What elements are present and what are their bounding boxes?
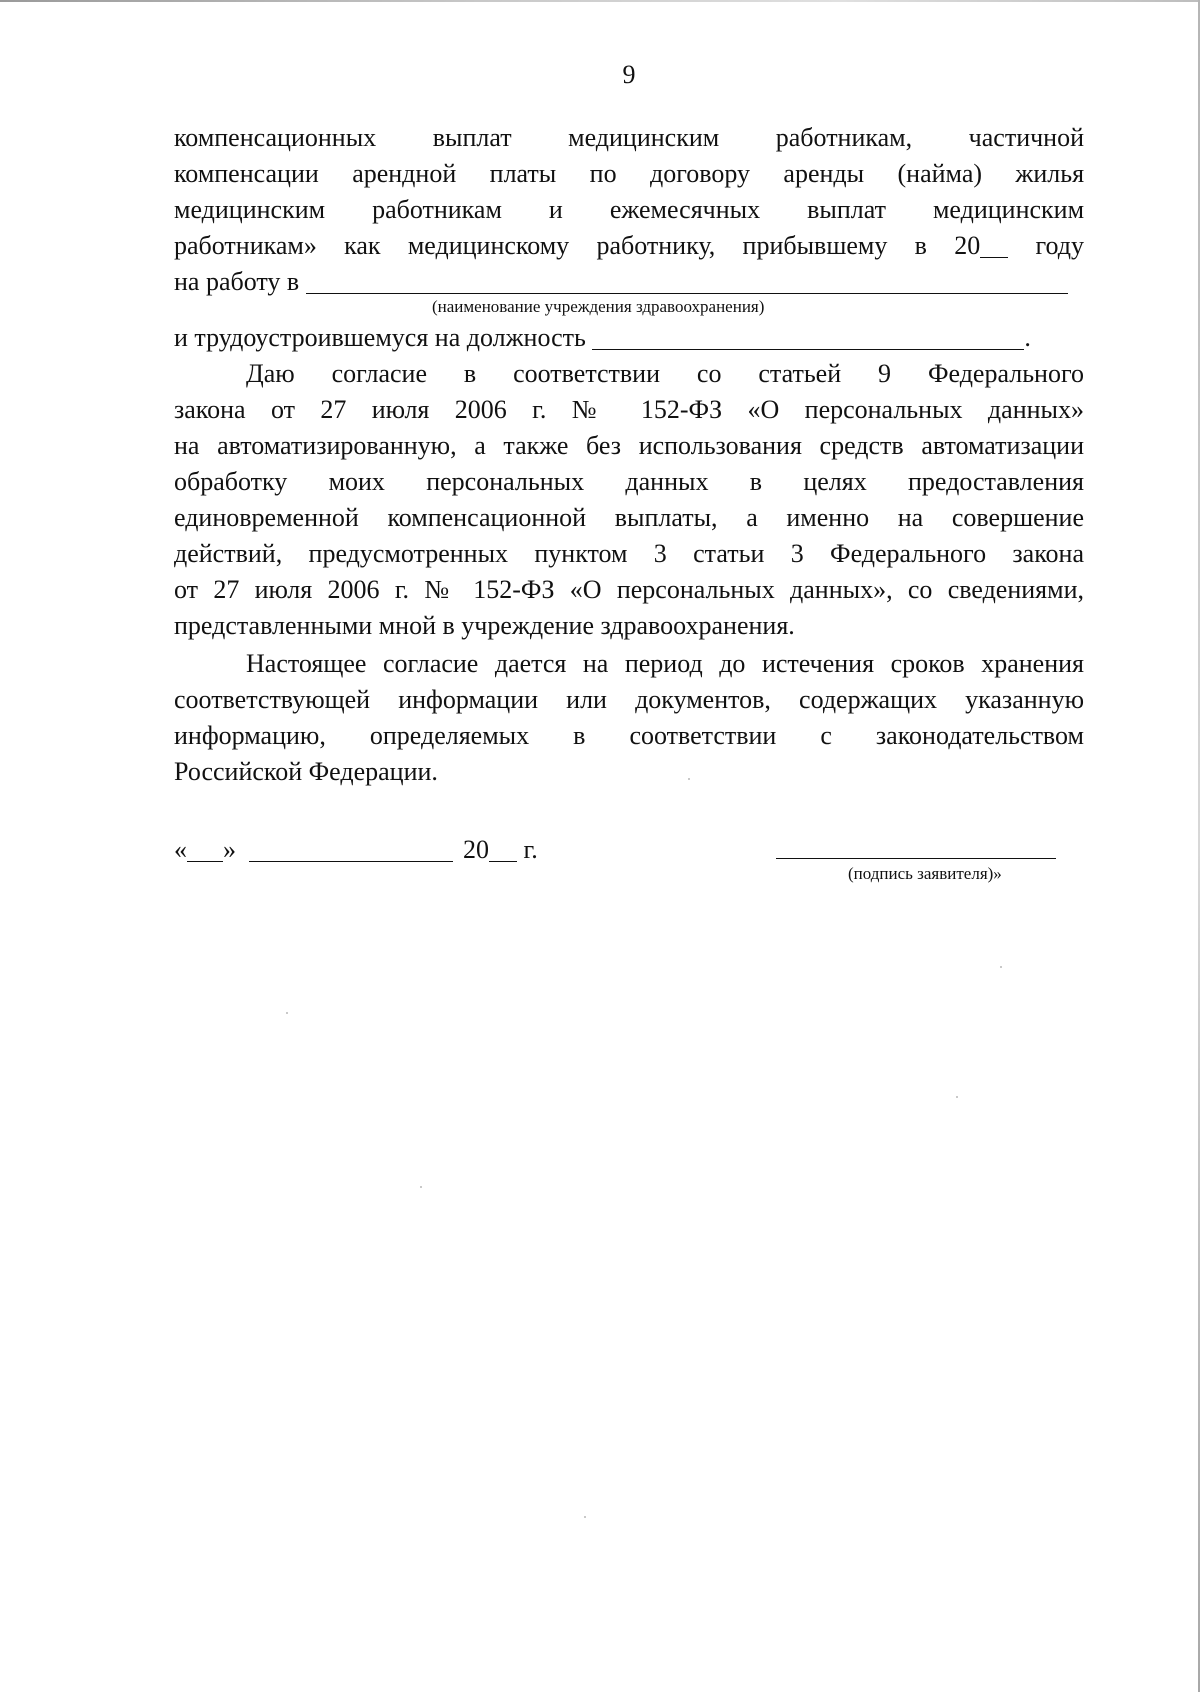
consent-line: представленными мной в учреждение здравоохранения. xyxy=(174,611,795,640)
word: ежемесячных xyxy=(609,195,761,224)
consent-line: закона от 27 июля 2006 г. № 152-ФЗ «О персональных данных» xyxy=(174,395,1084,424)
word: (найма) xyxy=(897,159,983,188)
year-blank[interactable] xyxy=(980,231,1008,258)
consent-paragraph xyxy=(174,356,1084,644)
intro-line-4 xyxy=(174,228,1084,264)
word: компенсации xyxy=(174,159,319,188)
institution-caption: (наименование учреждения здравоохранения) xyxy=(432,297,765,316)
scan-speck xyxy=(584,1516,586,1518)
word: медицинским xyxy=(932,195,1085,224)
consent-line: на автоматизированную, а также без использования средств автоматизации xyxy=(174,431,1084,460)
scan-speck xyxy=(420,1186,422,1188)
word: выплат xyxy=(807,195,886,224)
signature-line[interactable] xyxy=(776,858,1056,859)
position-blank[interactable] xyxy=(592,323,1024,350)
arrival-year-text: работникам» как медицинскому работнику, прибывшему в 20 xyxy=(174,231,981,260)
period-line: соответствующей информации или документов, содержащих указанную xyxy=(174,685,1084,714)
word: медицинским xyxy=(174,195,326,224)
word: работникам xyxy=(372,195,502,224)
year-prefix: 20 xyxy=(463,835,489,864)
consent-line: действий, предусмотренных пунктом 3 статьи 3 Федерального закона xyxy=(174,539,1084,568)
scan-speck xyxy=(1000,966,1002,968)
period-paragraph xyxy=(174,646,1084,790)
position-line xyxy=(174,320,1084,356)
year-suffix: г. xyxy=(523,835,538,864)
position-period: . xyxy=(1024,323,1031,352)
date-year-blank[interactable] xyxy=(489,835,517,862)
word: компенсационных xyxy=(174,123,377,152)
intro-line-2 xyxy=(174,156,1084,192)
quote-open: « xyxy=(174,835,187,864)
word: частичной xyxy=(968,123,1085,152)
consent-line: от 27 июля 2006 г. № 152-ФЗ «О персональных данных», со сведениями, xyxy=(174,575,1084,604)
word: выплат xyxy=(432,123,512,152)
word: году xyxy=(1035,231,1084,260)
day-blank[interactable] xyxy=(187,835,223,862)
month-blank[interactable] xyxy=(249,835,453,862)
signature-caption: (подпись заявителя)» xyxy=(848,864,1002,883)
date-row xyxy=(174,832,538,868)
intro-line-3 xyxy=(174,192,1084,228)
workplace-label: на работу в xyxy=(174,267,300,296)
quote-close: » xyxy=(223,835,236,864)
word: медицинским xyxy=(568,123,720,152)
position-label: и трудоустроившемуся на должность xyxy=(174,323,586,352)
position-row xyxy=(174,320,1084,356)
page-number: 9 xyxy=(622,60,636,89)
period-line: Российской Федерации. xyxy=(174,757,438,786)
period-line: Настоящее согласие дается на период до истечения сроков хранения xyxy=(246,649,1084,678)
intro-paragraph xyxy=(174,120,1084,300)
word: работникам, xyxy=(775,123,913,152)
intro-line-1 xyxy=(174,120,1084,156)
scan-speck xyxy=(688,778,690,780)
period-line: информацию, определяемых в соответствии с законодательством xyxy=(174,721,1084,750)
word: аренды xyxy=(783,159,865,188)
consent-line: единовременной компенсационной выплаты, а именно на совершение xyxy=(174,503,1084,532)
consent-line: Даю согласие в соответствии со статьей 9 Федерального xyxy=(246,359,1084,388)
scan-speck xyxy=(286,1012,288,1014)
consent-line: обработку моих персональных данных в целях предоставления xyxy=(174,467,1084,496)
word: жилья xyxy=(1015,159,1085,188)
word: и xyxy=(548,195,563,224)
word: платы xyxy=(489,159,557,188)
word: по xyxy=(589,159,617,188)
institution-blank[interactable] xyxy=(306,267,1068,294)
word: арендной xyxy=(352,159,457,188)
intro-line-5 xyxy=(174,264,1084,300)
word: договору xyxy=(649,159,750,188)
scan-edge-top xyxy=(0,0,1200,2)
scan-speck xyxy=(956,1096,958,1098)
